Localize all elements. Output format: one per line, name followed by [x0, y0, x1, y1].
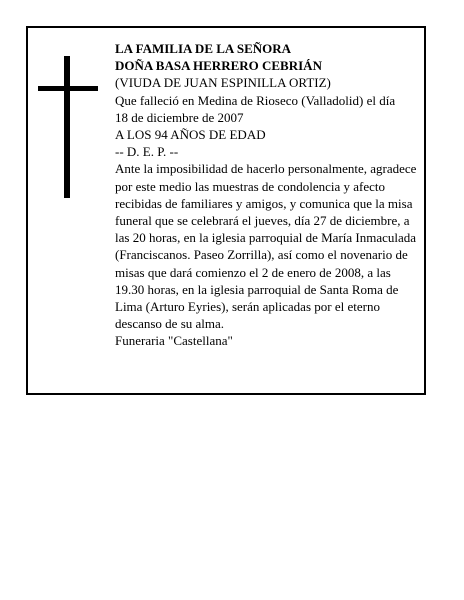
- cross-vertical-bar: [64, 56, 70, 198]
- notice-text-block: [115, 40, 420, 350]
- death-place-line: Que falleció en Medina de Rioseco (Valladolid) el día: [115, 92, 396, 108]
- age-line: A LOS 94 AÑOS DE EDAD: [115, 127, 266, 143]
- family-heading: LA FAMILIA DE LA SEÑORA: [115, 41, 292, 56]
- widow-of-line: (VIUDA DE JUAN ESPINILLA ORTIZ): [115, 75, 331, 91]
- cross-horizontal-bar: [38, 86, 98, 91]
- obituary-notice: [26, 26, 426, 395]
- cross-icon: [38, 56, 98, 198]
- funeral-home-line: Funeraria "Castellana": [115, 333, 233, 349]
- death-date-line: 18 de diciembre de 2007: [115, 109, 244, 125]
- notice-body-paragraph: Ante la imposibilidad de hacerlo personalmente, agradece por este medio las muestras de condolencia y afecto recibidas de familiares y amigos, y comunica que la misa funeral que se celebrará el jueves, día 27 de diciembre, a las 20 horas, en la iglesia parroquial de María Inmaculada (Franciscanos. Paseo Zorrilla), así como el novenario de misas que dará comienzo el 2 de enero de 2008, a las 19.30 horas, en la iglesia parroquial de Santa Roma de Lima (Arturo Eyries), serán aplicadas por el eterno descanso de su alma.: [115, 161, 417, 332]
- rip-line: -- D. E. P. --: [115, 144, 179, 160]
- deceased-name: DOÑA BASA HERRERO CEBRIÁN: [115, 58, 322, 74]
